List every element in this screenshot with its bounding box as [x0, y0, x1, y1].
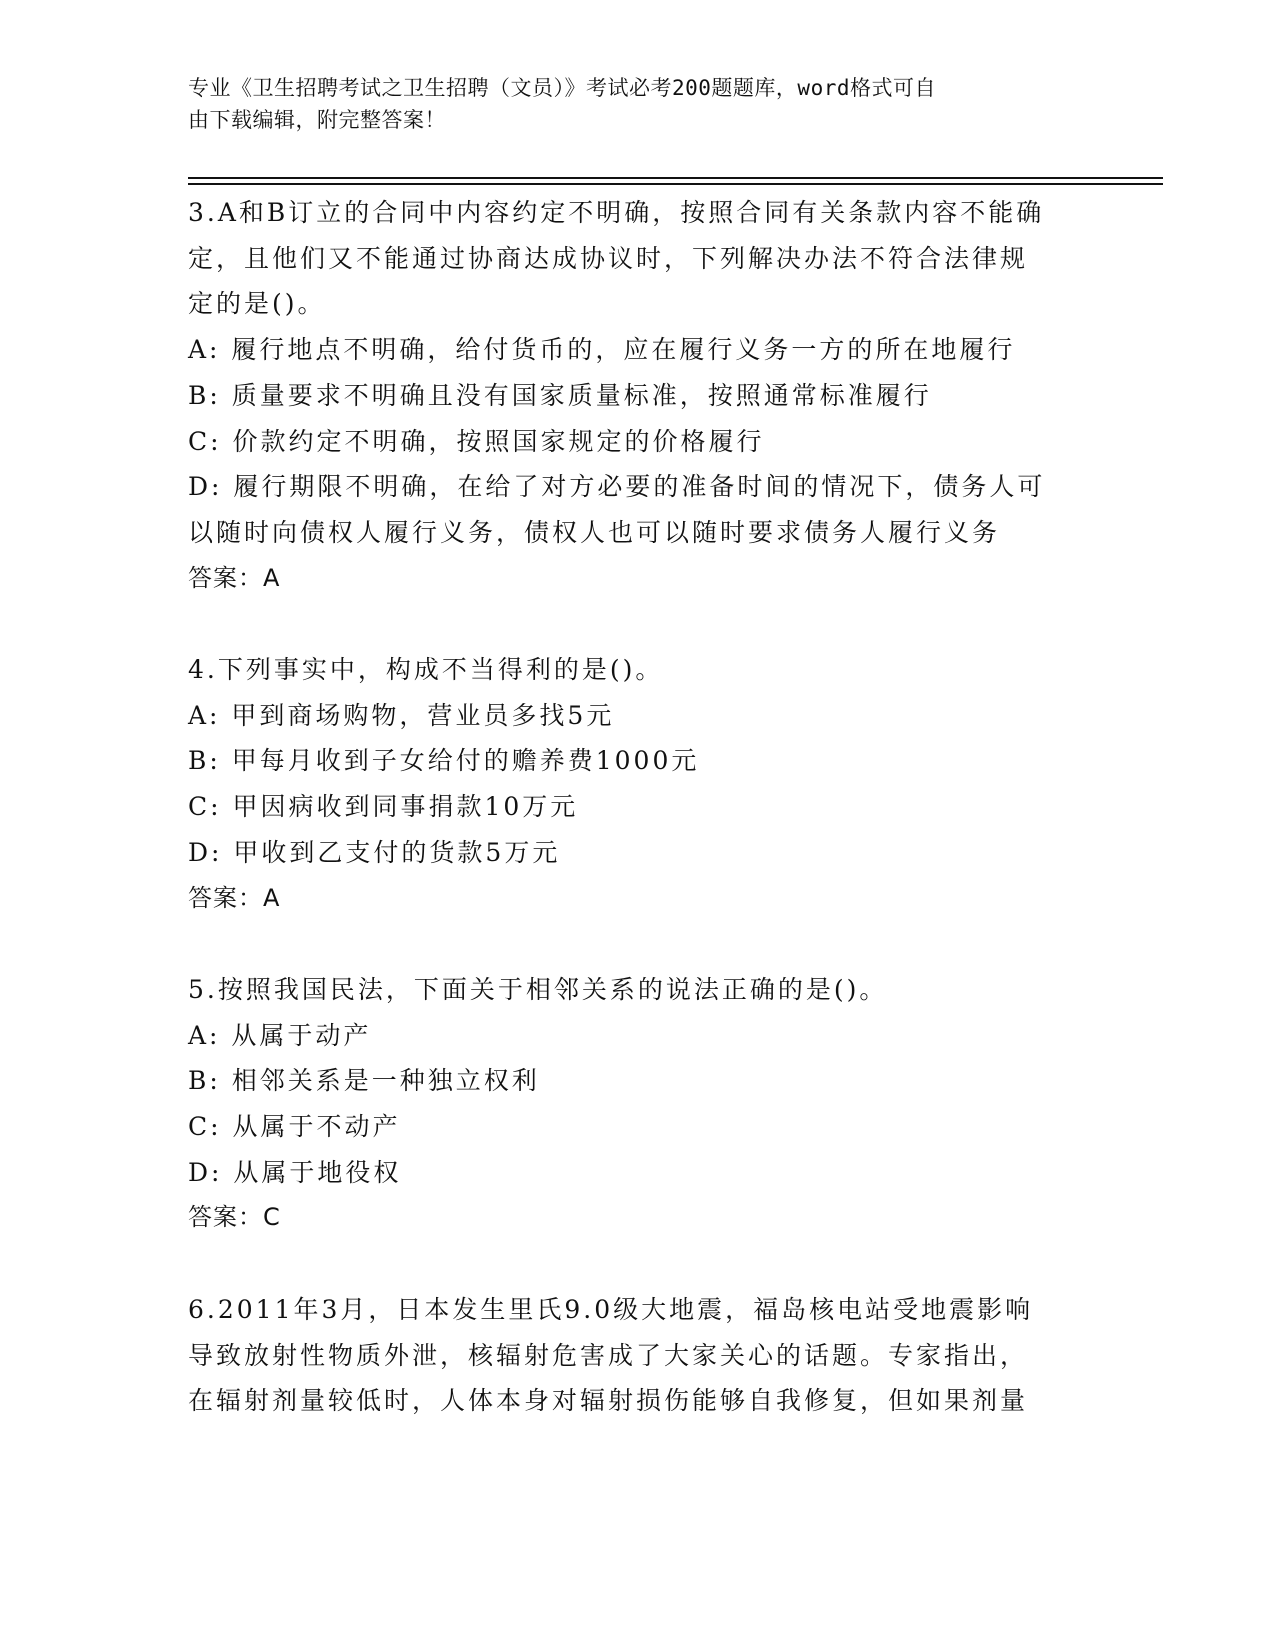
- answer-option: C: 价款约定不明确，按照国家规定的价格履行: [188, 426, 765, 456]
- question-stem-line: 4.下列事实中，构成不当得利的是()。: [188, 655, 664, 685]
- document-header: [188, 72, 1088, 136]
- question-stem-line: 5.按照我国民法，下面关于相邻关系的说法正确的是()。: [188, 974, 888, 1004]
- question-stem-line: 定的是()。: [188, 289, 326, 319]
- question-spacer: [188, 1241, 1088, 1287]
- answer-option: D: 从属于地役权: [188, 1157, 402, 1187]
- header-divider: [188, 177, 1163, 179]
- question-spacer: [188, 601, 1088, 647]
- header-line: 由下载编辑，附完整答案！: [188, 108, 446, 132]
- answer-key: 答案：A: [188, 883, 281, 912]
- answer-option: A: 甲到商场购物，营业员多找5元: [188, 700, 615, 730]
- answer-option: C: 甲因病收到同事捐款10万元: [188, 792, 579, 822]
- question-block: [188, 1287, 1088, 1424]
- answer-option: A: 履行地点不明确，给付货币的，应在履行义务一方的所在地履行: [188, 335, 1016, 365]
- answer-option: B: 甲每月收到子女给付的赡养费1000元: [188, 746, 700, 776]
- question-block: [188, 967, 1088, 1241]
- question-list: [188, 190, 1088, 1424]
- question-block: [188, 190, 1088, 601]
- question-block: [188, 647, 1088, 921]
- answer-key: 答案：A: [188, 563, 281, 592]
- question-stem-line: 在辐射剂量较低时，人体本身对辐射损伤能够自我修复，但如果剂量: [188, 1386, 1029, 1416]
- answer-option: B: 相邻关系是一种独立权利: [188, 1066, 540, 1096]
- answer-option: 以随时向债权人履行义务，债权人也可以随时要求债务人履行义务: [188, 517, 1001, 547]
- question-spacer: [188, 921, 1088, 967]
- question-stem-line: 导致放射性物质外泄，核辐射危害成了大家关心的话题。专家指出，: [188, 1340, 1029, 1370]
- question-stem-line: 定，且他们又不能通过协商达成协议时，下列解决办法不符合法律规: [188, 243, 1029, 273]
- header-divider: [188, 183, 1163, 185]
- question-stem-line: 6.2011年3月，日本发生里氏9.0级大地震，福岛核电站受地震影响: [188, 1294, 1034, 1324]
- answer-option: A: 从属于动产: [188, 1020, 372, 1050]
- answer-option: D: 履行期限不明确，在给了对方必要的准备时间的情况下，债务人可: [188, 472, 1046, 502]
- header-line: 专业《卫生招聘考试之卫生招聘（文员）》考试必考200题题库，word格式可自: [188, 76, 936, 100]
- question-stem-line: 3.A和B订立的合同中内容约定不明确，按照合同有关条款内容不能确: [188, 198, 1045, 227]
- answer-option: B: 质量要求不明确且没有国家质量标准，按照通常标准履行: [188, 380, 932, 410]
- answer-option: D: 甲收到乙支付的货款5万元: [188, 837, 561, 867]
- answer-key: 答案：C: [188, 1203, 281, 1232]
- answer-option: C: 从属于不动产: [188, 1112, 401, 1142]
